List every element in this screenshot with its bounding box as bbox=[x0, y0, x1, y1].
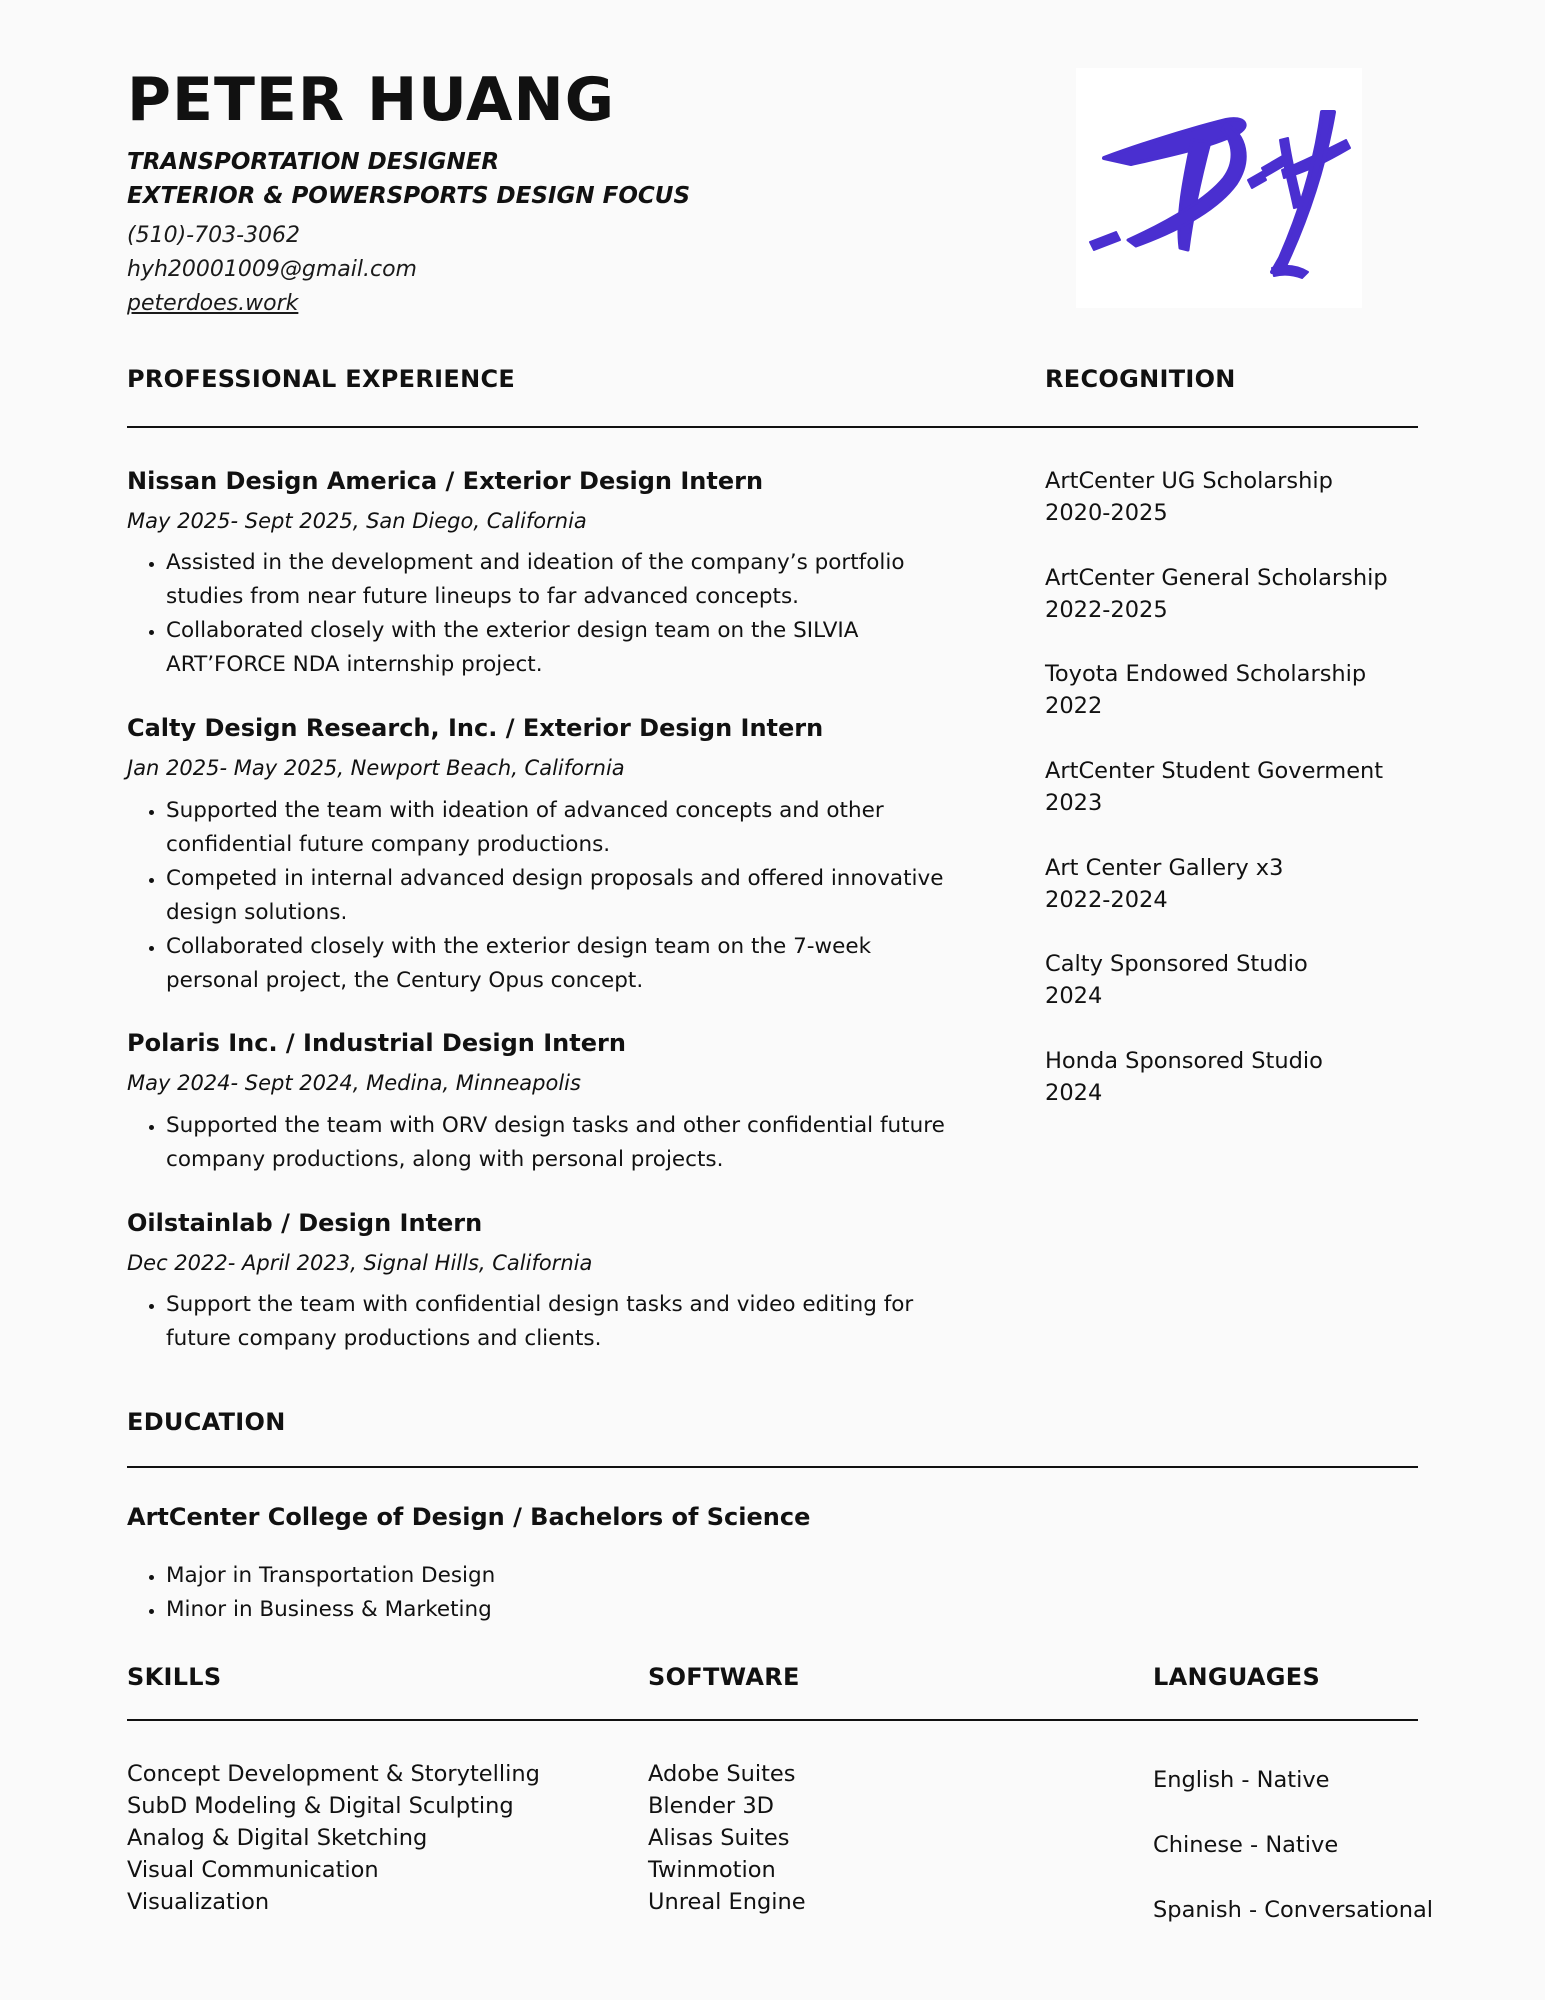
skill-item: Analog & Digital Sketching bbox=[127, 1825, 428, 1851]
job-bullets bbox=[127, 546, 946, 682]
recognition-title: ArtCenter Student Goverment bbox=[1045, 758, 1384, 784]
school-degree: ArtCenter College of Design / Bachelors of Science bbox=[127, 1503, 811, 1531]
software-item: Alisas Suites bbox=[648, 1825, 790, 1851]
recognition-item bbox=[1045, 465, 1445, 529]
language-text: Spanish - Conversational bbox=[1153, 1897, 1434, 1923]
job-title: Nissan Design America / Exterior Design Intern bbox=[127, 467, 764, 495]
skill-item: Concept Development & Storytelling bbox=[127, 1761, 540, 1787]
recognition-years: 2024 bbox=[1045, 983, 1103, 1009]
software-list bbox=[648, 1758, 806, 1918]
software-item: Unreal Engine bbox=[648, 1889, 806, 1915]
job-bullet: • Competed in internal advanced design proposals and offered innovative design solutions. bbox=[166, 862, 946, 930]
software-item: Twinmotion bbox=[648, 1857, 776, 1883]
recognition-title: Honda Sponsored Studio bbox=[1045, 1048, 1323, 1074]
recognition-title: Toyota Endowed Scholarship bbox=[1045, 661, 1367, 687]
recognition-years: 2024 bbox=[1045, 1080, 1103, 1106]
job-dates-location: May 2024- Sept 2024, Medina, Minneapolis bbox=[127, 1071, 581, 1095]
language-text: Chinese - Native bbox=[1153, 1832, 1339, 1858]
experience-heading: PROFESSIONAL EXPERIENCE bbox=[127, 365, 516, 393]
education-bullets bbox=[127, 1559, 946, 1627]
education-heading: EDUCATION bbox=[127, 1408, 286, 1436]
divider bbox=[127, 426, 1418, 428]
divider bbox=[127, 1719, 1418, 1721]
website-link[interactable]: peterdoes.work bbox=[127, 291, 299, 316]
person-name: PETER HUANG bbox=[127, 65, 615, 135]
job-bullet: • Collaborated closely with the exterior design team on the 7-week personal project, the Century Opus concept. bbox=[166, 930, 946, 998]
recognition-heading: RECOGNITION bbox=[1045, 365, 1236, 393]
recognition-item bbox=[1045, 948, 1445, 1012]
recognition-item bbox=[1045, 755, 1445, 819]
education-item: • Minor in Business & Marketing bbox=[166, 1593, 946, 1627]
recognition-title: Calty Sponsored Studio bbox=[1045, 951, 1308, 977]
recognition-item bbox=[1045, 852, 1445, 916]
phone-number: (510)-703-3062 bbox=[127, 223, 301, 248]
recognition-years: 2022 bbox=[1045, 693, 1103, 719]
recognition-years: 2023 bbox=[1045, 790, 1103, 816]
language-item bbox=[1153, 1769, 1330, 1792]
skills-heading: SKILLS bbox=[127, 1663, 222, 1691]
job-title: Calty Design Research, Inc. / Exterior Design Intern bbox=[127, 714, 824, 742]
recognition-years: 2022-2025 bbox=[1045, 597, 1168, 623]
job-bullets bbox=[127, 794, 946, 998]
recognition-title: Art Center Gallery x3 bbox=[1045, 855, 1284, 881]
job-title: Oilstainlab / Design Intern bbox=[127, 1209, 483, 1237]
divider bbox=[127, 1466, 1418, 1468]
ph-monogram-logo bbox=[1076, 68, 1362, 308]
software-heading: SOFTWARE bbox=[648, 1663, 800, 1691]
skill-item: Visualization bbox=[127, 1889, 270, 1915]
software-item: Adobe Suites bbox=[648, 1761, 796, 1787]
email-address: hyh20001009@gmail.com bbox=[127, 257, 417, 282]
job-bullet: • Assisted in the development and ideation of the company’s portfolio studies from near future lineups to far advanced concepts. bbox=[166, 546, 946, 614]
job-title-line-1: TRANSPORTATION DESIGNER bbox=[127, 149, 500, 175]
language-text: English - Native bbox=[1153, 1767, 1330, 1793]
recognition-item bbox=[1045, 562, 1445, 626]
skill-item: SubD Modeling & Digital Sculpting bbox=[127, 1793, 514, 1819]
job-bullets bbox=[127, 1288, 946, 1356]
language-item bbox=[1153, 1899, 1433, 1922]
job-bullet: • Collaborated closely with the exterior design team on the SILVIA ART’FORCE NDA internship project. bbox=[166, 614, 946, 682]
recognition-title: ArtCenter General Scholarship bbox=[1045, 565, 1388, 591]
recognition-item bbox=[1045, 658, 1445, 722]
job-bullet: • Supported the team with ideation of advanced concepts and other confidential future company productions. bbox=[166, 794, 946, 862]
job-bullets bbox=[127, 1109, 946, 1177]
software-item: Blender 3D bbox=[648, 1793, 774, 1819]
job-title: Polaris Inc. / Industrial Design Intern bbox=[127, 1029, 626, 1057]
skill-item: Visual Communication bbox=[127, 1857, 379, 1883]
languages-heading: LANGUAGES bbox=[1153, 1663, 1321, 1691]
job-dates-location: May 2025- Sept 2025, San Diego, California bbox=[127, 509, 587, 533]
language-item bbox=[1153, 1834, 1338, 1857]
recognition-item bbox=[1045, 1045, 1445, 1109]
recognition-title: ArtCenter UG Scholarship bbox=[1045, 468, 1333, 494]
job-bullet: • Support the team with confidential design tasks and video editing for future company productions and clients. bbox=[166, 1288, 946, 1356]
job-dates-location: Jan 2025- May 2025, Newport Beach, California bbox=[127, 756, 625, 780]
recognition-years: 2022-2024 bbox=[1045, 887, 1168, 913]
education-item: • Major in Transportation Design bbox=[166, 1559, 946, 1593]
recognition-years: 2020-2025 bbox=[1045, 500, 1168, 526]
job-dates-location: Dec 2022- April 2023, Signal Hills, California bbox=[127, 1251, 593, 1275]
job-title-line-2: EXTERIOR & POWERSPORTS DESIGN FOCUS bbox=[127, 183, 691, 209]
job-bullet: • Supported the team with ORV design tasks and other confidential future company productions, along with personal projects. bbox=[166, 1109, 946, 1177]
skills-list bbox=[127, 1758, 540, 1918]
